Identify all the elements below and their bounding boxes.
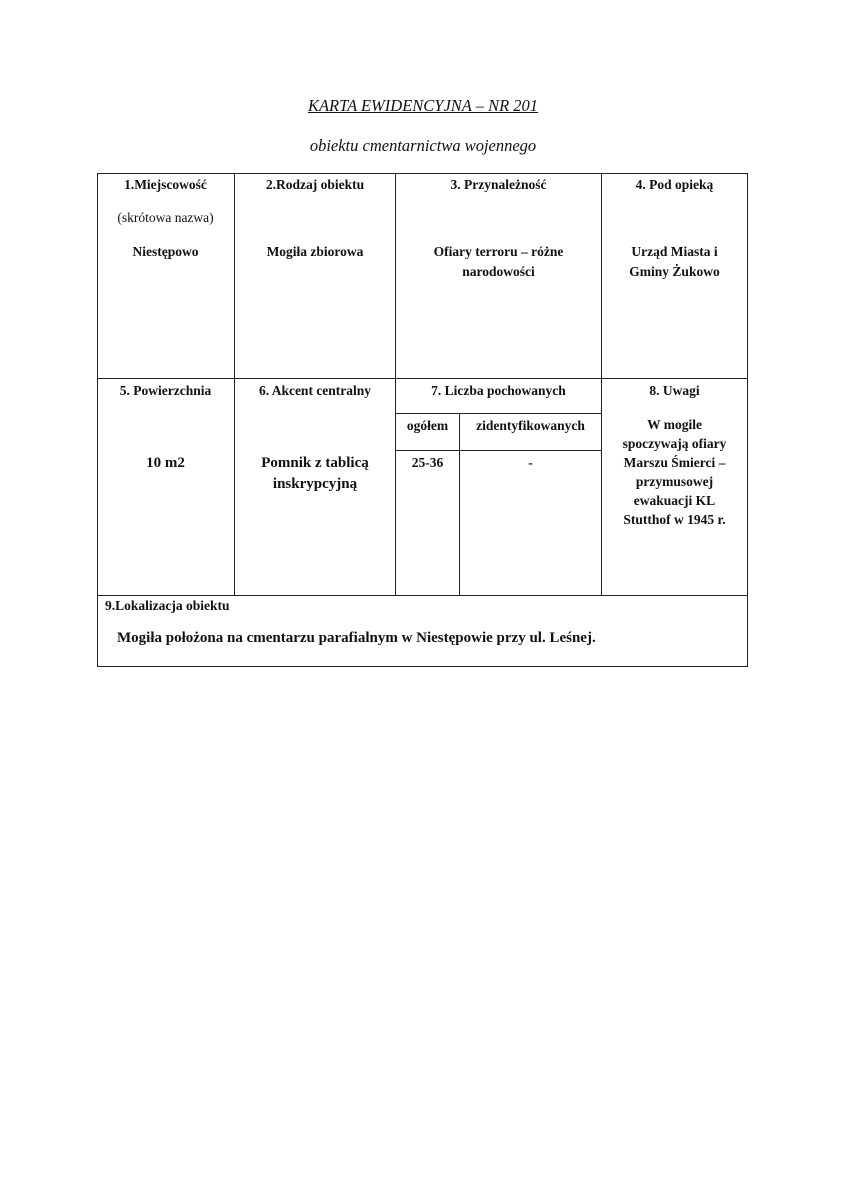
cell-miejscowosc-note: (skrótowa nazwa): [117, 210, 214, 225]
subheader-line-bottom: [395, 450, 602, 451]
document-subtitle: obiektu cmentarnictwa wojennego: [309, 136, 537, 155]
cell-rodzaj-header: 2.Rodzaj obiektu: [265, 177, 365, 192]
document-title: KARTA EWIDENCYJNA – NR 201: [307, 96, 539, 115]
table-border-bottom: [97, 666, 748, 667]
cell-uwagi-line-3: Marszu Śmierci –: [623, 455, 726, 470]
cell-uwagi-line-1: W mogile: [647, 417, 702, 432]
cell-opieka-value-2: Gminy Żukowo: [629, 264, 720, 279]
cell-akcent-value-2: inskrypcyjną: [272, 476, 358, 492]
cell-rodzaj-value: Mogiła zbiorowa: [266, 244, 364, 259]
cell-powierzchnia-header: 5. Powierzchnia: [119, 383, 212, 398]
cell-akcent-header: 6. Akcent centralny: [258, 383, 372, 398]
subheader-line-top: [395, 413, 602, 414]
cell-uwagi-line-4: przymusowej: [635, 474, 714, 489]
cell-uwagi-line-6: Stutthof w 1945 r.: [623, 512, 726, 527]
cell-liczba-identified-value: -: [528, 455, 533, 470]
row-separator-1: [97, 378, 748, 379]
subheader-col-separator: [459, 413, 460, 596]
cell-uwagi-line-2: spoczywają ofiary: [622, 436, 727, 451]
cell-opieka-value-1: Urząd Miasta i: [631, 244, 718, 259]
cell-liczba-subheader-total: ogółem: [406, 418, 449, 433]
cell-przynaleznosc-value-2: narodowości: [462, 264, 535, 279]
cell-przynaleznosc-value-1: Ofiary terroru – różne: [433, 244, 564, 259]
cell-liczba-header: 7. Liczba pochowanych: [431, 383, 566, 398]
cell-akcent-value-1: Pomnik z tablicą: [261, 455, 369, 471]
cell-opieka-header: 4. Pod opieką: [635, 177, 714, 192]
table-border-top: [97, 173, 748, 174]
cell-uwagi-header: 8. Uwagi: [649, 383, 700, 398]
cell-liczba-subheader-identified: zidentyfikowanych: [476, 418, 585, 433]
cell-lokalizacja-header: 9.Lokalizacja obiektu: [105, 598, 230, 613]
cell-lokalizacja-value: Mogiła położona na cmentarzu parafialnym w Niestępowie przy ul. Leśnej.: [117, 630, 596, 646]
cell-przynaleznosc-header: 3. Przynależność: [450, 177, 547, 192]
record-table: [97, 173, 748, 667]
cell-miejscowosc-header: 1.Miejscowość: [124, 177, 207, 192]
cell-liczba-total-value: 25-36: [411, 455, 444, 470]
cell-uwagi-line-5: ewakuacji KL: [633, 493, 716, 508]
cell-miejscowosc-value: Niestępowo: [132, 244, 199, 259]
cell-powierzchnia-value: 10 m2: [146, 455, 185, 471]
table-border-right: [747, 173, 748, 667]
